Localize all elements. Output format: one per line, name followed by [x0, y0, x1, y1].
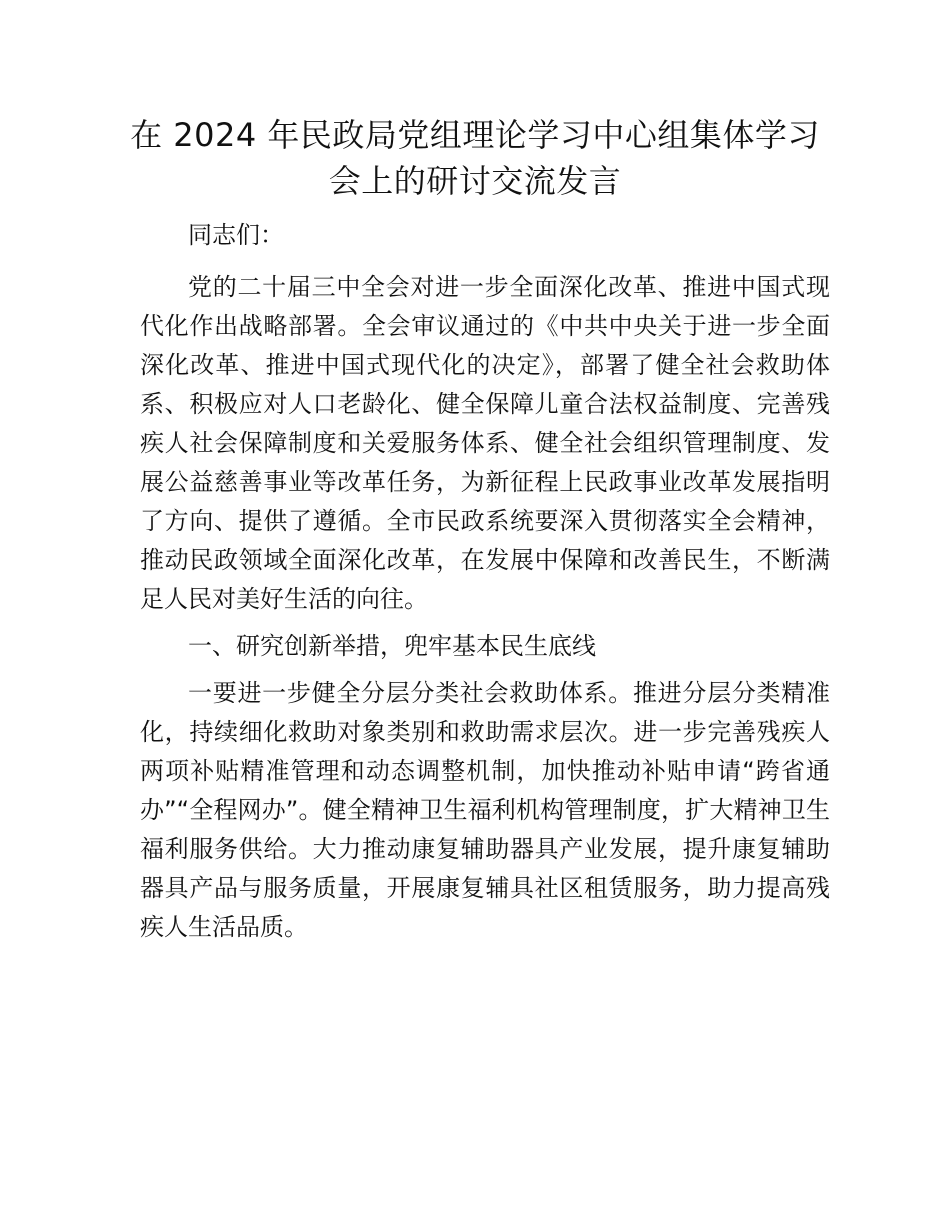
document-body: [140, 216, 830, 955]
section-heading: 一、研究创新举措，兜牢基本民生底线: [188, 632, 596, 660]
salutation: 同志们：: [188, 221, 284, 249]
intro-paragraph: 党的二十届三中全会对进一步全面深化改革、推进中国式现代化作出战略部署。全会审议通过的《中共中央关于进一步全面深化改革、推进中国式现代化的决定》，部署了健全社会救助体系、积极应对人口老龄化、健全保障儿童合法权益制度、完善残疾人社会保障制度和关爱服务体系、健全社会组织管理制度、发展公益慈善事业等改革任务，为新征程上民政事业改革发展指明了方向、提供了遵循。全市民政系统要深入贯彻落实全会精神，推动民政领域全面深化改革，在发展中保障和改善民生，不断满足人民对美好生活的向往。: [140, 273, 830, 613]
section-paragraph: 一要进一步健全分层分类社会救助体系。推进分层分类精准化，持续细化救助对象类别和救助需求层次。进一步完善残疾人两项补贴精准管理和动态调整机制，加快推动补贴申请“跨省通办”“全程网办”。健全精神卫生福利机构管理制度，扩大精神卫生福利服务供给。大力推动康复辅助器具产业发展，提升康复辅助器具产品与服务质量，开展康复辅具社区租赁服务，助力提高残疾人生活品质。: [140, 679, 830, 941]
document-title: 在 2024 年民政局党组理论学习中心组集体学习会上的研讨交流发言: [130, 116, 820, 200]
